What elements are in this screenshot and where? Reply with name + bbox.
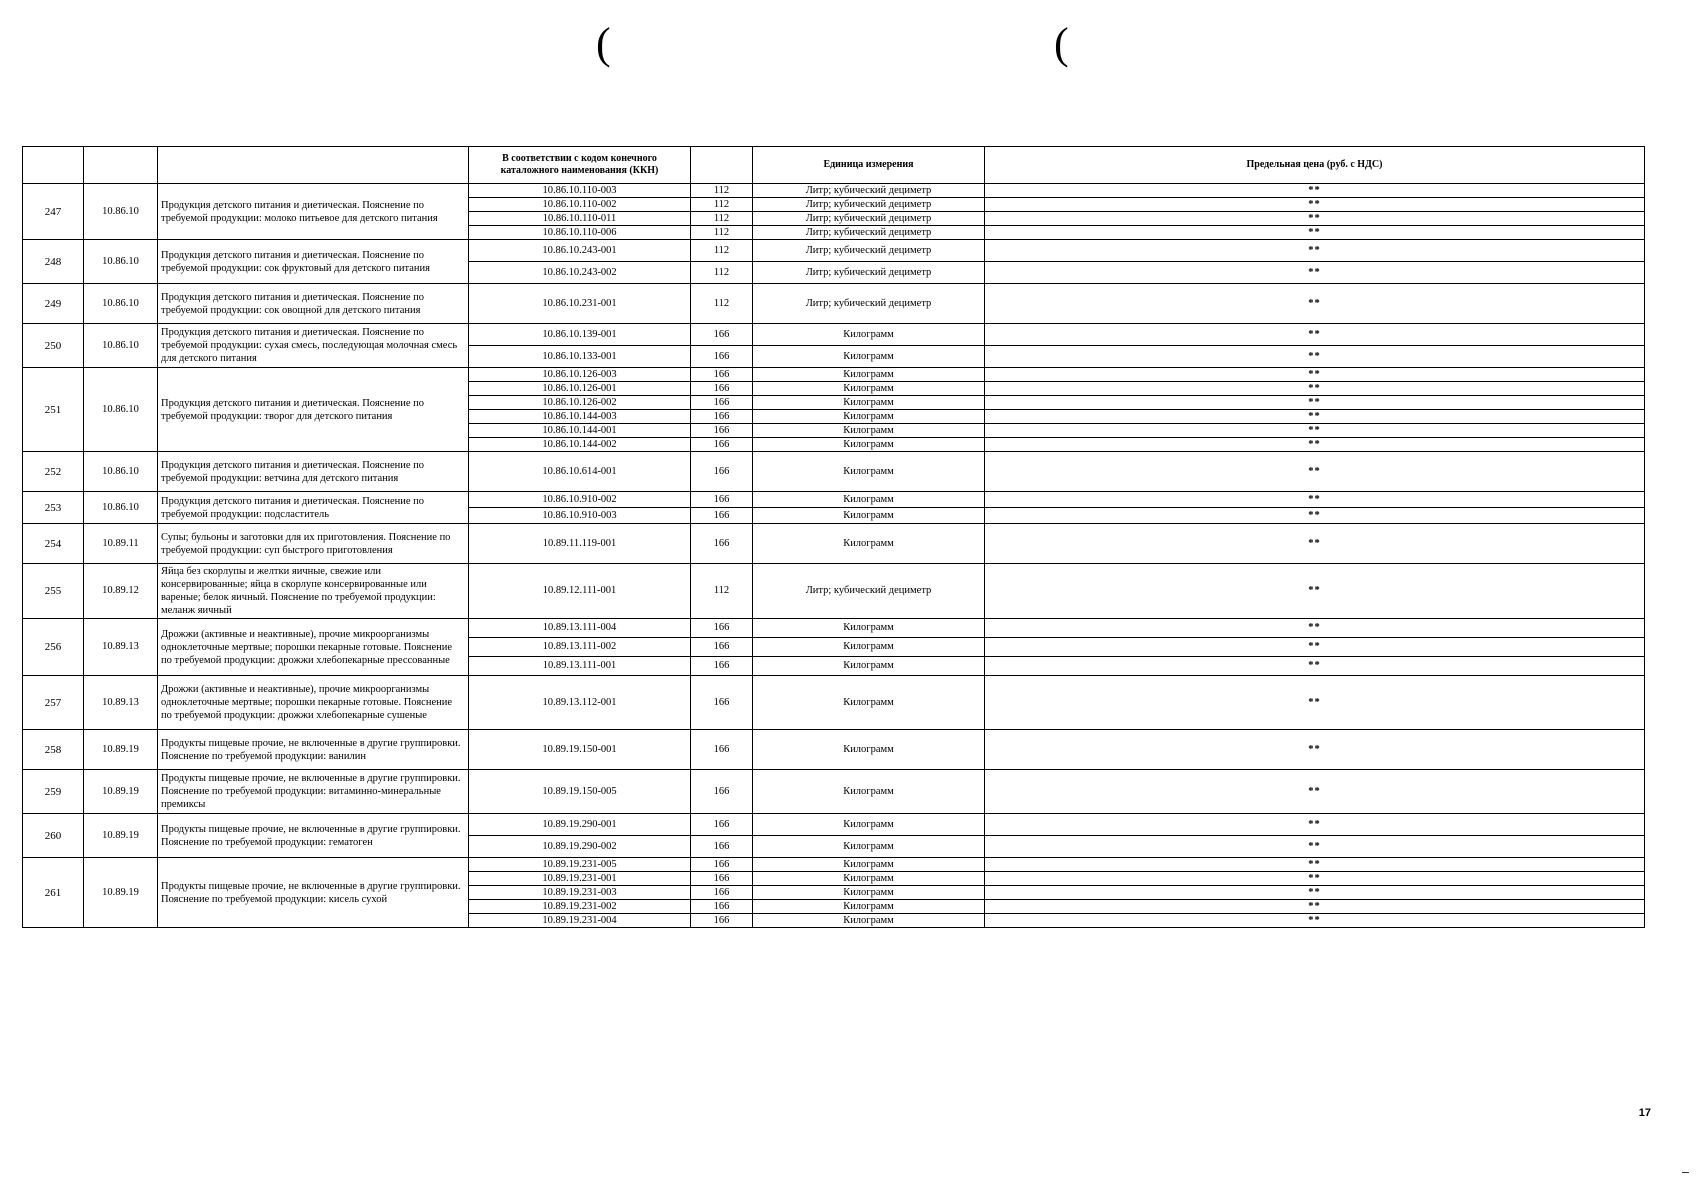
max-price: ** (985, 914, 1645, 928)
row-number: 251 (23, 368, 84, 452)
max-price: ** (985, 284, 1645, 324)
kkn-code: 10.89.19.231-001 (469, 872, 691, 886)
table-row (23, 730, 1645, 770)
okpd-code: 10.89.19 (84, 858, 158, 928)
row-number: 257 (23, 676, 84, 730)
max-price: ** (985, 396, 1645, 410)
kkn-code: 10.86.10.110-003 (469, 184, 691, 198)
kkn-code: 10.86.10.144-002 (469, 438, 691, 452)
product-description: Дрожжи (активные и неактивные), прочие микроорганизмы одноклеточные мертвые; порошки пекарные готовые. Пояснение по требуемой продукции: дрожжи хлебопекарные сушеные (158, 676, 469, 730)
unit-of-measure: Килограмм (753, 676, 985, 730)
kkn-code: 10.86.10.126-003 (469, 368, 691, 382)
okei-code: 166 (691, 508, 753, 524)
okei-code: 166 (691, 410, 753, 424)
unit-of-measure: Литр; кубический дециметр (753, 198, 985, 212)
okei-code: 112 (691, 198, 753, 212)
product-description: Продукты пищевые прочие, не включенные в другие группировки. Пояснение по требуемой продукции: витаминно-минеральные премиксы (158, 770, 469, 814)
okei-code: 166 (691, 814, 753, 836)
okpd-code: 10.89.11 (84, 524, 158, 564)
kkn-code: 10.89.19.150-001 (469, 730, 691, 770)
row-number: 258 (23, 730, 84, 770)
kkn-code: 10.86.10.126-002 (469, 396, 691, 410)
unit-of-measure: Литр; кубический дециметр (753, 262, 985, 284)
kkn-code: 10.86.10.126-001 (469, 382, 691, 396)
product-description: Продукты пищевые прочие, не включенные в другие группировки. Пояснение по требуемой продукции: кисель сухой (158, 858, 469, 928)
table-row (23, 814, 1645, 836)
product-description: Продукция детского питания и диетическая. Пояснение по требуемой продукции: сухая смесь, последующая молочная смесь для детского питания (158, 324, 469, 368)
table-row (23, 368, 1645, 382)
table-row (23, 492, 1645, 508)
product-description: Продукция детского питания и диетическая. Пояснение по требуемой продукции: сок фруктовый для детского питания (158, 240, 469, 284)
product-description: Продукты пищевые прочие, не включенные в другие группировки. Пояснение по требуемой продукции: ванилин (158, 730, 469, 770)
header-okei (691, 147, 753, 184)
okpd-code: 10.89.13 (84, 619, 158, 676)
kkn-code: 10.86.10.133-001 (469, 346, 691, 368)
kkn-code: 10.89.13.111-001 (469, 657, 691, 676)
product-description: Продукты пищевые прочие, не включенные в другие группировки. Пояснение по требуемой продукции: гематоген (158, 814, 469, 858)
max-price: ** (985, 240, 1645, 262)
okpd-code: 10.86.10 (84, 284, 158, 324)
okei-code: 112 (691, 240, 753, 262)
unit-of-measure: Литр; кубический дециметр (753, 226, 985, 240)
max-price: ** (985, 492, 1645, 508)
header-row (23, 147, 1645, 184)
max-price: ** (985, 886, 1645, 900)
max-price: ** (985, 382, 1645, 396)
okei-code: 166 (691, 914, 753, 928)
max-price: ** (985, 452, 1645, 492)
unit-of-measure: Килограмм (753, 619, 985, 638)
header-kkn: В соответствии с кодом конечного каталожного наименования (ККН) (469, 147, 691, 184)
kkn-code: 10.89.19.290-001 (469, 814, 691, 836)
unit-of-measure: Килограмм (753, 452, 985, 492)
product-description: Продукция детского питания и диетическая. Пояснение по требуемой продукции: молоко питьевое для детского питания (158, 184, 469, 240)
product-description: Дрожжи (активные и неактивные), прочие микроорганизмы одноклеточные мертвые; порошки пекарные готовые. Пояснение по требуемой продукции: дрожжи хлебопекарные прессованные (158, 619, 469, 676)
kkn-code: 10.86.10.910-002 (469, 492, 691, 508)
row-number: 252 (23, 452, 84, 492)
product-description: Продукция детского питания и диетическая. Пояснение по требуемой продукции: сок овощной для детского питания (158, 284, 469, 324)
kkn-code: 10.89.13.111-002 (469, 638, 691, 657)
okei-code: 166 (691, 619, 753, 638)
okei-code: 166 (691, 770, 753, 814)
okpd-code: 10.86.10 (84, 240, 158, 284)
row-number: 249 (23, 284, 84, 324)
max-price: ** (985, 438, 1645, 452)
max-price: ** (985, 872, 1645, 886)
kkn-code: 10.89.13.112-001 (469, 676, 691, 730)
unit-of-measure: Килограмм (753, 900, 985, 914)
table-body (23, 184, 1645, 928)
table-row (23, 770, 1645, 814)
unit-of-measure: Килограмм (753, 382, 985, 396)
price-table-container (22, 146, 1644, 928)
okei-code: 112 (691, 184, 753, 198)
kkn-code: 10.89.19.231-002 (469, 900, 691, 914)
kkn-code: 10.89.11.119-001 (469, 524, 691, 564)
okpd-code: 10.86.10 (84, 452, 158, 492)
row-number: 259 (23, 770, 84, 814)
kkn-code: 10.86.10.110-006 (469, 226, 691, 240)
kkn-code: 10.86.10.243-002 (469, 262, 691, 284)
product-description: Продукция детского питания и диетическая. Пояснение по требуемой продукции: творог для детского питания (158, 368, 469, 452)
kkn-code: 10.86.10.231-001 (469, 284, 691, 324)
max-price: ** (985, 619, 1645, 638)
okei-code: 166 (691, 424, 753, 438)
max-price: ** (985, 836, 1645, 858)
product-description: Продукция детского питания и диетическая. Пояснение по требуемой продукции: ветчина для детского питания (158, 452, 469, 492)
kkn-code: 10.86.10.243-001 (469, 240, 691, 262)
max-price: ** (985, 212, 1645, 226)
kkn-code: 10.89.13.111-004 (469, 619, 691, 638)
max-price: ** (985, 346, 1645, 368)
row-number: 250 (23, 324, 84, 368)
kkn-code: 10.89.19.150-005 (469, 770, 691, 814)
corner-mark (1682, 1172, 1689, 1173)
table-row (23, 619, 1645, 638)
unit-of-measure: Килограмм (753, 638, 985, 657)
row-number: 260 (23, 814, 84, 858)
unit-of-measure: Килограмм (753, 914, 985, 928)
okei-code: 166 (691, 872, 753, 886)
table-row (23, 284, 1645, 324)
header-price: Предельная цена (руб. с НДС) (985, 147, 1645, 184)
parenthesis-mark-left: ( (596, 19, 611, 68)
row-number: 256 (23, 619, 84, 676)
max-price: ** (985, 524, 1645, 564)
unit-of-measure: Килограмм (753, 836, 985, 858)
okei-code: 166 (691, 858, 753, 872)
okpd-code: 10.86.10 (84, 492, 158, 524)
kkn-code: 10.89.19.231-003 (469, 886, 691, 900)
kkn-code: 10.89.19.231-004 (469, 914, 691, 928)
max-price: ** (985, 657, 1645, 676)
header-code (84, 147, 158, 184)
okpd-code: 10.86.10 (84, 368, 158, 452)
kkn-code: 10.86.10.110-002 (469, 198, 691, 212)
header-num (23, 147, 84, 184)
okei-code: 112 (691, 284, 753, 324)
kkn-code: 10.89.12.111-001 (469, 564, 691, 619)
unit-of-measure: Килограмм (753, 886, 985, 900)
okei-code: 112 (691, 262, 753, 284)
row-number: 254 (23, 524, 84, 564)
kkn-code: 10.89.19.231-005 (469, 858, 691, 872)
row-number: 255 (23, 564, 84, 619)
max-price: ** (985, 424, 1645, 438)
max-price: ** (985, 324, 1645, 346)
kkn-code: 10.86.10.144-001 (469, 424, 691, 438)
max-price: ** (985, 638, 1645, 657)
okpd-code: 10.86.10 (84, 184, 158, 240)
kkn-code: 10.86.10.614-001 (469, 452, 691, 492)
product-description: Супы; бульоны и заготовки для их приготовления. Пояснение по требуемой продукции: суп быстрого приготовления (158, 524, 469, 564)
row-number: 261 (23, 858, 84, 928)
price-table (22, 146, 1645, 928)
okei-code: 112 (691, 212, 753, 226)
table-row (23, 858, 1645, 872)
unit-of-measure: Килограмм (753, 424, 985, 438)
kkn-code: 10.86.10.110-011 (469, 212, 691, 226)
unit-of-measure: Килограмм (753, 814, 985, 836)
unit-of-measure: Литр; кубический дециметр (753, 212, 985, 226)
unit-of-measure: Килограмм (753, 396, 985, 410)
header-description (158, 147, 469, 184)
unit-of-measure: Килограмм (753, 770, 985, 814)
max-price: ** (985, 262, 1645, 284)
product-description: Яйца без скорлупы и желтки яичные, свежие или консервированные; яйца в скорлупе консервированные или вареные; белок яичный. Пояснение по требуемой продукции: меланж яичный (158, 564, 469, 619)
okei-code: 166 (691, 730, 753, 770)
max-price: ** (985, 564, 1645, 619)
max-price: ** (985, 858, 1645, 872)
table-row (23, 452, 1645, 492)
okpd-code: 10.89.19 (84, 770, 158, 814)
unit-of-measure: Килограмм (753, 524, 985, 564)
table-header (23, 147, 1645, 184)
max-price: ** (985, 900, 1645, 914)
max-price: ** (985, 770, 1645, 814)
unit-of-measure: Килограмм (753, 858, 985, 872)
okpd-code: 10.89.13 (84, 676, 158, 730)
kkn-code: 10.86.10.910-003 (469, 508, 691, 524)
page-number: 17 (1638, 1107, 1651, 1119)
max-price: ** (985, 410, 1645, 424)
okei-code: 166 (691, 524, 753, 564)
table-row (23, 524, 1645, 564)
kkn-code: 10.89.19.290-002 (469, 836, 691, 858)
unit-of-measure: Килограмм (753, 872, 985, 886)
max-price: ** (985, 184, 1645, 198)
row-number: 247 (23, 184, 84, 240)
okei-code: 166 (691, 900, 753, 914)
unit-of-measure: Литр; кубический дециметр (753, 240, 985, 262)
table-row (23, 240, 1645, 262)
okei-code: 166 (691, 657, 753, 676)
okei-code: 166 (691, 836, 753, 858)
table-row (23, 676, 1645, 730)
product-description: Продукция детского питания и диетическая. Пояснение по требуемой продукции: подсластитель (158, 492, 469, 524)
unit-of-measure: Килограмм (753, 492, 985, 508)
table-row (23, 564, 1645, 619)
unit-of-measure: Литр; кубический дециметр (753, 284, 985, 324)
okei-code: 166 (691, 676, 753, 730)
okei-code: 166 (691, 452, 753, 492)
okei-code: 166 (691, 324, 753, 346)
parenthesis-mark-right: ( (1054, 19, 1069, 68)
kkn-code: 10.86.10.144-003 (469, 410, 691, 424)
okpd-code: 10.89.12 (84, 564, 158, 619)
unit-of-measure: Килограмм (753, 346, 985, 368)
max-price: ** (985, 198, 1645, 212)
row-number: 253 (23, 492, 84, 524)
okei-code: 112 (691, 226, 753, 240)
max-price: ** (985, 226, 1645, 240)
okei-code: 166 (691, 886, 753, 900)
okei-code: 166 (691, 382, 753, 396)
max-price: ** (985, 368, 1645, 382)
max-price: ** (985, 814, 1645, 836)
unit-of-measure: Килограмм (753, 730, 985, 770)
max-price: ** (985, 676, 1645, 730)
okei-code: 166 (691, 638, 753, 657)
unit-of-measure: Килограмм (753, 324, 985, 346)
okpd-code: 10.89.19 (84, 730, 158, 770)
okei-code: 166 (691, 396, 753, 410)
unit-of-measure: Килограмм (753, 508, 985, 524)
table-row (23, 184, 1645, 198)
unit-of-measure: Литр; кубический дециметр (753, 184, 985, 198)
max-price: ** (985, 508, 1645, 524)
unit-of-measure: Килограмм (753, 438, 985, 452)
header-unit: Единица измерения (753, 147, 985, 184)
table-row (23, 324, 1645, 346)
row-number: 248 (23, 240, 84, 284)
max-price: ** (985, 730, 1645, 770)
unit-of-measure: Килограмм (753, 410, 985, 424)
okei-code: 166 (691, 368, 753, 382)
okei-code: 166 (691, 438, 753, 452)
unit-of-measure: Литр; кубический дециметр (753, 564, 985, 619)
unit-of-measure: Килограмм (753, 657, 985, 676)
unit-of-measure: Килограмм (753, 368, 985, 382)
okpd-code: 10.86.10 (84, 324, 158, 368)
okei-code: 112 (691, 564, 753, 619)
okpd-code: 10.89.19 (84, 814, 158, 858)
kkn-code: 10.86.10.139-001 (469, 324, 691, 346)
okei-code: 166 (691, 492, 753, 508)
okei-code: 166 (691, 346, 753, 368)
